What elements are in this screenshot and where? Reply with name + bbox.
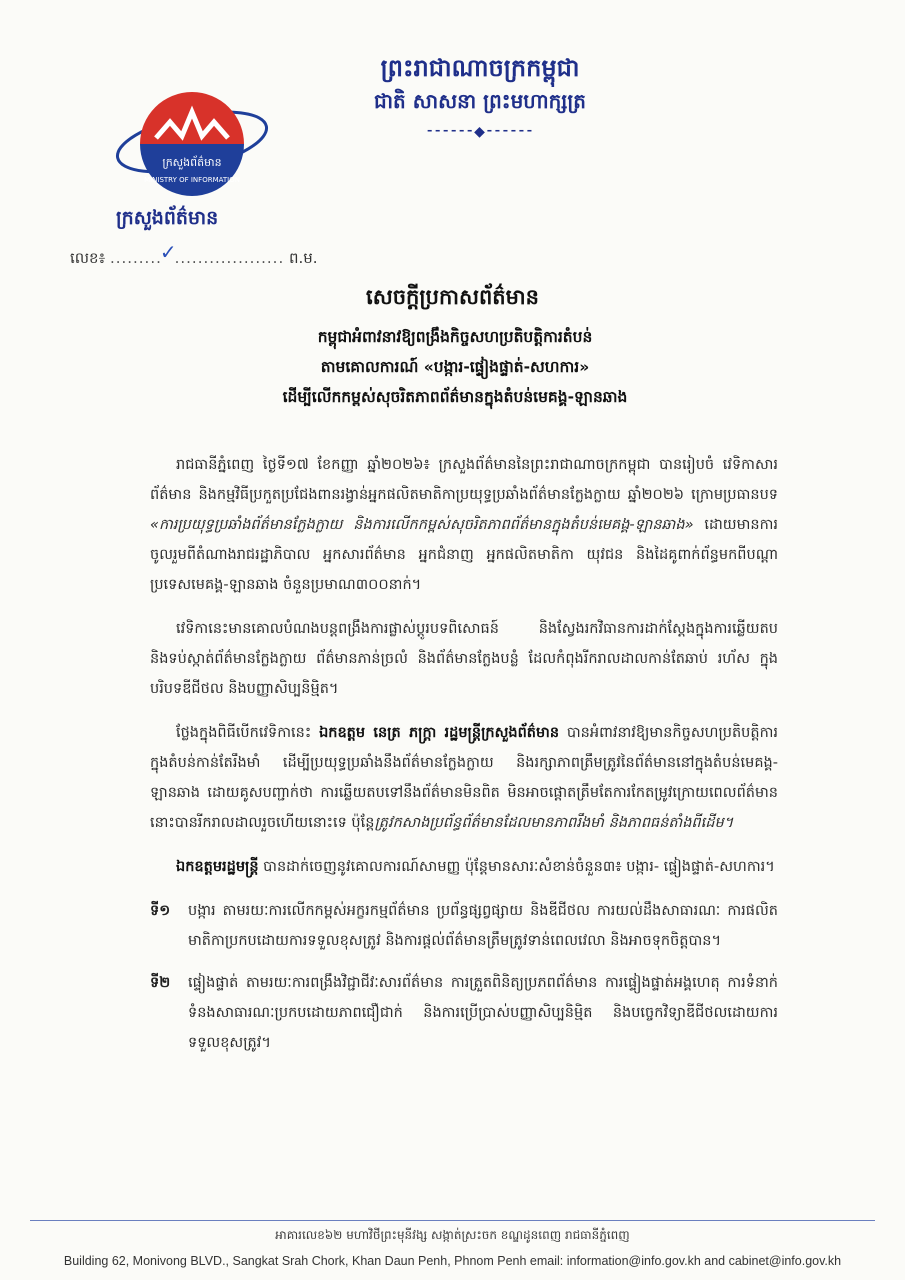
paragraph-2: វេទិកានេះមានគោលបំណងបន្តពង្រឹងការផ្លាស់ប្ដូរបទពិសោធន៍ និងស្វែងរកវិធានការដាក់ស្ដែងក្នុងការឆ្លើយតបនិងទប់ស្កាត់ព័ត៌មានក្លែងក្លាយ ព័ត៌មានភាន់ច្រលំ និងព័ត៌មានក្លែងបន្លំ ដែលកំពុងរីករាលដាលកាន់តែឆាប់ រហ័ស ក្នុងបរិបទឌីជីថល និងបញ្ញាសិប្បនិម្មិត។	[150, 621, 778, 697]
ministry-logo-icon	[112, 82, 272, 208]
list-item	[150, 896, 778, 956]
ministry-name: ក្រសួងព័ត៌មាន	[116, 207, 219, 229]
footer-divider	[30, 1220, 875, 1221]
paragraph-3-text-b: បានអំពាវនាវឱ្យមានកិច្ចសហប្រតិបត្តិការក្នុងតំបន់កាន់តែរឹងមាំ ដើម្បីប្រយុទ្ធប្រឆាំងនឹងព័ត៌មានក្លែងក្លាយ និងរក្សាភាពត្រឹមត្រូវនៃព័ត៌មាននៅក្នុងតំបន់មេគង្គ-ឡានឆាង ដោយគូសបញ្ជាក់ថា ការឆ្លើយតបទៅនឹងព័ត៌មានមិនពិត មិនអាចផ្ដោតត្រឹមតែការកែតម្រូវក្រោយពេលព័ត៌មាននោះបានរីករាលដាលរួចហើយនោះទេ ប៉ុន្តែ	[150, 725, 778, 831]
subtitle-line-3: ដើម្បីលើកកម្ពស់សុចរិតភាពព័ត៌មានក្នុងតំបន់មេគង្គ-ឡានឆាង	[282, 388, 628, 406]
reference-dots-2: ...................	[174, 249, 285, 267]
paragraph-1	[150, 450, 778, 600]
list-item-text: ផ្ទៀងផ្ទាត់ តាមរយៈការពង្រឹងវិជ្ជាជីវៈសារព័ត៌មាន ការត្រួតពិនិត្យប្រភពព័ត៌មាន ការផ្ទៀងផ្ទាត់អង្គហេតុ ការទំនាក់ទំនងសាធារណៈប្រកបដោយភាពជឿជាក់ និងការប្រើប្រាស់បញ្ញាសិប្បនិម្មិត និងបច្ចេកវិទ្យាឌីជីថលដោយការទទួលខុសត្រូវ។	[188, 975, 778, 1051]
checkmark-icon: ✓	[159, 240, 177, 264]
reference-number-line	[70, 240, 350, 270]
header-ornament: ⁃⁃⁃⁃⁃⁃◆⁃⁃⁃⁃⁃⁃	[426, 124, 534, 140]
list-item	[150, 968, 778, 1058]
paragraph-3-emphasis: ត្រូវកសាងប្រព័ន្ធព័ត៌មានដែលមានភាពរឹងមាំ និងភាពធន់តាំងពីដើម។	[374, 815, 734, 831]
reference-dots: .........	[109, 249, 162, 267]
subtitle-line-2: តាមគោលការណ៍ «បង្ការ-ផ្ទៀងផ្ទាត់-សហការ»	[320, 358, 590, 376]
kingdom-title: ព្រះរាជាណាចក្រកម្ពុជា	[380, 54, 580, 82]
subtitle-line-1: កម្ពុជាអំពាវនាវឱ្យពង្រឹងកិច្ចសហប្រតិបត្តិការតំបន់	[317, 328, 593, 346]
minister-title: ឯកឧត្តមរដ្ឋមន្ត្រី	[176, 859, 259, 875]
paragraph-1-text-b: ដោយមានការចូលរួមពីតំណាងរាជរដ្ឋាភិបាល អ្នកសារព័ត៌មាន អ្នកជំនាញ អ្នកផលិតមាតិកា យុវជន និងដៃគូពាក់ព័ន្ធមកពីបណ្ដាប្រទេសមេគង្គ-ឡានឆាង ចំនួនប្រមាណ៣០០នាក់។	[150, 517, 778, 593]
paragraph-3	[150, 718, 778, 838]
minister-name: ឯកឧត្តម នេត្រ ភក្ត្រា រដ្ឋមន្ត្រីក្រសួងព័ត៌មាន	[319, 725, 560, 741]
logo-khmer-text: ក្រសួងព័ត៌មាន	[162, 156, 222, 169]
paragraph-3-text-a: ថ្លែងក្នុងពិធីបើកវេទិកានេះ	[176, 725, 320, 741]
reference-label: លេខ៖	[70, 249, 106, 267]
national-motto: ជាតិ សាសនា ព្រះមហាក្សត្រ	[374, 89, 586, 113]
paragraph-1-text-a: រាជធានីភ្នំពេញ ថ្ងៃទី១៧ ខែកញ្ញា ឆ្នាំ២០២៦៖ ក្រសួងព័ត៌មាននៃព្រះរាជាណាចក្រកម្ពុជា បានរៀបចំ វេទិកាសារព័ត៌មាន និងកម្មវិធីប្រកួតប្រជែងពានរង្វាន់អ្នកផលិតមាតិកាប្រយុទ្ធប្រឆាំងព័ត៌មានក្លែងក្លាយ ឆ្នាំ២០២៦ ក្រោមប្រធានបទ	[150, 457, 778, 503]
document-body	[150, 450, 778, 1070]
list-item-text: បង្ការ តាមរយៈការលើកកម្ពស់អក្ខរកម្មព័ត៌មាន ប្រព័ន្ធផ្សព្វផ្សាយ និងឌីជីថល ការយល់ដឹងសាធារណៈ ការផលិតមាតិកាប្រកបដោយការទទួលខុសត្រូវ និងការផ្ដល់ព័ត៌មានត្រឹមត្រូវទាន់ពេលវេលា និងអាចទុកចិត្តបាន។	[188, 903, 778, 949]
document-title: សេចក្ដីប្រកាសព័ត៌មាន	[366, 285, 539, 309]
paragraph-4-text: បានដាក់ចេញនូវគោលការណ៍សាមញ្ញ ប៉ុន្តែមានសារៈសំខាន់ចំនួន៣៖ បង្ការ- ផ្ទៀងផ្ទាត់-សហការ។	[258, 859, 775, 875]
list-item-number: ទី២	[150, 975, 171, 991]
paragraph-1-theme: «ការប្រយុទ្ធប្រឆាំងព័ត៌មានក្លែងក្លាយ និងការលើកកម្ពស់សុចរិតភាពព័ត៌មានក្នុងតំបន់មេគង្គ-ឡានឆាង»	[150, 517, 694, 533]
paragraph-4	[150, 852, 778, 882]
reference-suffix: ព.ម.	[289, 249, 318, 267]
logo-english-text: MINISTRY OF INFORMATION	[144, 176, 240, 184]
kingdom-header	[300, 52, 660, 140]
list-item-number: ទី១	[150, 903, 171, 919]
footer-khmer-address: អាគារលេខ៦២ មហាវិថីព្រះមុនីវង្ស សង្កាត់ស្រះចក ខណ្ឌដូនពេញ រាជធានីភ្នំពេញ	[275, 1228, 630, 1242]
document-subtitle	[140, 322, 770, 412]
footer-english-address: Building 62, Monivong BLVD., Sangkat Srah Chork, Khan Daun Penh, Phnom Penh email: information@info.gov.kh and cabinet@info.gov.kh	[63, 1254, 842, 1268]
